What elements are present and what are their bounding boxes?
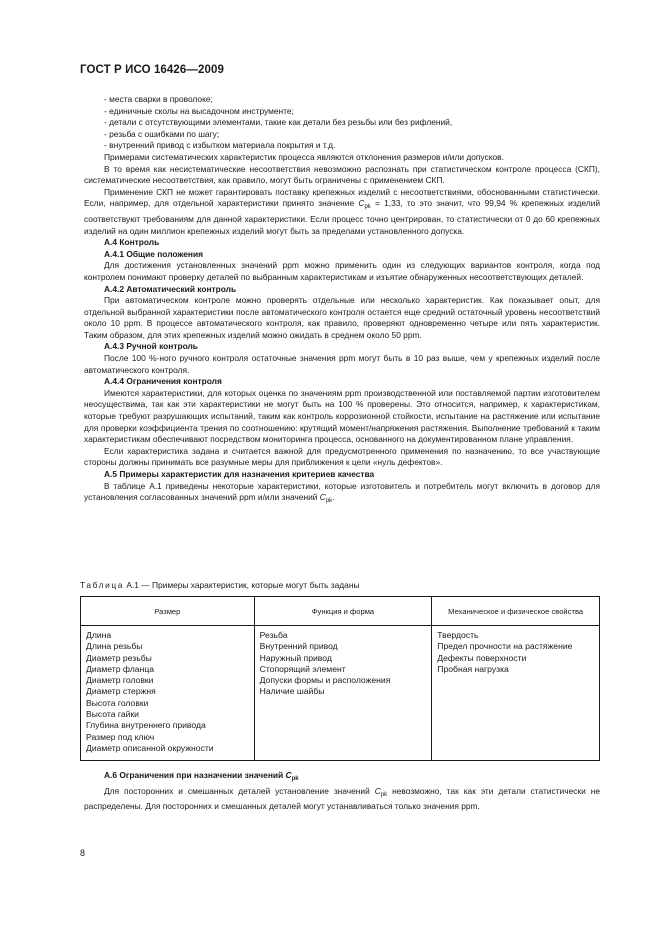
paragraph-text: . bbox=[332, 492, 335, 503]
document-body bbox=[84, 94, 600, 508]
bullet-item: - внутренний привод с избытком материала покрытия и т.д. bbox=[104, 140, 336, 151]
list-item: Диаметр резьбы bbox=[86, 652, 152, 663]
list-item: Высота головки bbox=[86, 697, 149, 708]
bullet-item: - резьба с ошибками по шагу; bbox=[104, 128, 220, 139]
paragraph-text: невозможно, так как эти детали статистически не распределены. Для посторонних и смешанных деталей могут устанавливаться только значения ppm. bbox=[84, 785, 601, 812]
paragraph: При автоматическом контроле можно проверять отдельные или несколько характеристик. Как показывает опыт, для отдельной выбранной характеристики после автоматического контроля остается еще средний остаточный уровень несоответствий около 10 ppm. В процессе автоматического контроля, как правило, проверяют одновременно четыре или пять характеристик. Таким образом, для этих крепежных изделий можно ожидать в среднем около 50 ppm. bbox=[84, 295, 600, 340]
document-header: ГОСТ Р ИСО 16426—2009 bbox=[80, 64, 225, 76]
list-item: Диаметр стержня bbox=[86, 686, 156, 697]
paragraph: В то время как несистематические несоответствия невозможно распознать при статистическом контроле процесса (СКП), систематические несоответствия, как правило, могут быть ограничены с применением СКП. bbox=[84, 163, 600, 186]
bullet-item: - единичные сколы на высадочном инструменте; bbox=[104, 105, 294, 116]
characteristics-table bbox=[80, 596, 600, 761]
paragraph: Имеются характеристики, для которых оценка по значениям ppm производственной или поставляемой партии изготовителем неосуществима, так как эти характеристики не могут быть на 100 % проверены. Это относится, например, к характеристикам, которые требуют разрушающих испытаний, таким как контроль коррозионной стойкости, испытание на растяжение или испытание для проверки коэффициента трения по соотношению: крутящий момент/напряжения растяжения. Выполнение требований к таким характеристикам обеспечивают посредством мониторинга процесса, основанного на документированном плане управления. bbox=[84, 387, 600, 445]
list-item: Внутренний привод bbox=[259, 641, 338, 652]
table-header-cell: Размер bbox=[81, 597, 255, 626]
list-item: Размер под ключ bbox=[86, 731, 155, 742]
heading-text: А.6 Ограничения при назначении значений bbox=[104, 770, 284, 780]
paragraph-text: Для посторонних и смешанных деталей установление значений bbox=[104, 785, 370, 796]
paragraph-text: В таблице А.1 приведены некоторые характеристики, которые изготовитель и потребитель могут включить в договор для установления согласованных значений ppm и/или значений bbox=[84, 480, 600, 503]
list-item: Диаметр головки bbox=[86, 675, 154, 686]
paragraph: Примерами систематических характеристик процесса являются отклонения размеров и/или допусков. bbox=[104, 151, 504, 162]
paragraph bbox=[84, 786, 600, 813]
page-number: 8 bbox=[80, 848, 86, 858]
list-item: Высота гайки bbox=[86, 709, 139, 720]
list-item: Предел прочности на растяжение bbox=[437, 641, 573, 652]
section-a6 bbox=[84, 770, 600, 813]
cpk-subscript: pk bbox=[291, 776, 299, 782]
list-item: Диаметр описанной окружности bbox=[86, 742, 214, 753]
table-header-cell: Функция и форма bbox=[254, 597, 432, 626]
list-item: Длина резьбы bbox=[86, 641, 143, 652]
paragraph bbox=[84, 187, 600, 237]
list-item: Дефекты поверхности bbox=[437, 652, 527, 663]
list-item: Диаметр фланца bbox=[86, 663, 155, 674]
cpk-symbol: C bbox=[285, 770, 292, 780]
paragraph: После 100 %-ного ручного контроля остаточные значения ppm могут быть в 10 раз выше, чем у крепежных изделий после автоматического контроля. bbox=[84, 353, 600, 375]
table-caption bbox=[80, 580, 359, 590]
list-item: Пробная нагрузка bbox=[437, 663, 509, 674]
section-heading: А.4.2 Автоматический контроль bbox=[104, 283, 237, 294]
table-caption-prefix: Таблица bbox=[80, 580, 125, 590]
table-cell-size bbox=[81, 626, 255, 761]
table-header-row bbox=[81, 597, 600, 626]
list-item: Резьба bbox=[259, 630, 288, 640]
cpk-subscript: pk bbox=[325, 498, 333, 505]
paragraph: Если характеристика задана и считается важной для предусмотренного применения по назначению, то все участвующие стороны должны принимать все разумные меры для приближения к цели «нуль дефектов». bbox=[84, 445, 600, 468]
paragraph-text: Применение СКП не может гарантировать поставку крепежных изделий с несоответствиями, обоснованными статистически. Если, например, для отдельной характеристики принято значение bbox=[84, 186, 600, 209]
table-caption-text: А.1 — Примеры характеристик, которые могут быть заданы bbox=[124, 580, 360, 590]
section-heading: А.4 Контроль bbox=[104, 237, 160, 248]
section-heading: А.4.3 Ручной контроль bbox=[104, 341, 198, 352]
section-heading bbox=[84, 770, 600, 786]
paragraph-text: = 1,33, то это значит, что 99,94 % крепежных изделий соответствуют требованиям для данной характеристики. Если процесс точно центрирован, то статистически от 0 до 60 крепежных изделий на один миллион крепежных изделий могут быть за пределами установленного допуска. bbox=[84, 198, 601, 236]
bullet-item: - места сварки в проволоке; bbox=[104, 94, 213, 104]
table-row bbox=[81, 626, 600, 761]
list-item: Длина bbox=[86, 630, 112, 640]
cpk-symbol: C bbox=[374, 785, 381, 796]
list-item: Наличие шайбы bbox=[259, 686, 325, 697]
paragraph: Для достижения установленных значений ppm можно применить один из следующих вариантов контроля, когда под контролем понимают проверку деталей по выбранным характеристикам и изъятие обнаруженных несоответствующих деталей. bbox=[84, 260, 600, 282]
table-header-cell: Механическое и физическое свойства bbox=[432, 597, 600, 626]
section-heading: А.4.4 Ограничения контроля bbox=[104, 376, 222, 387]
paragraph bbox=[84, 481, 600, 508]
list-item: Твердость bbox=[437, 630, 479, 640]
cpk-symbol: C bbox=[319, 492, 326, 503]
cpk-subscript: pk bbox=[364, 204, 371, 211]
cpk-symbol: C bbox=[358, 198, 365, 209]
list-item: Стопорящий элемент bbox=[259, 663, 346, 674]
bullet-item: - детали с отсутствующими элементами, такие как детали без резьбы или без рифлений, bbox=[104, 117, 453, 128]
section-heading: А.5 Примеры характеристик для назначения критериев качества bbox=[104, 469, 375, 479]
list-item: Наружный привод bbox=[259, 652, 332, 663]
table-cell-mechanical bbox=[432, 626, 600, 761]
cpk-subscript: pk bbox=[380, 791, 388, 798]
section-heading: А.4.1 Общие положения bbox=[104, 248, 203, 259]
list-item: Глубина внутреннего привода bbox=[86, 720, 206, 731]
list-item: Допуски формы и расположения bbox=[259, 675, 391, 686]
table-cell-function bbox=[254, 626, 432, 761]
